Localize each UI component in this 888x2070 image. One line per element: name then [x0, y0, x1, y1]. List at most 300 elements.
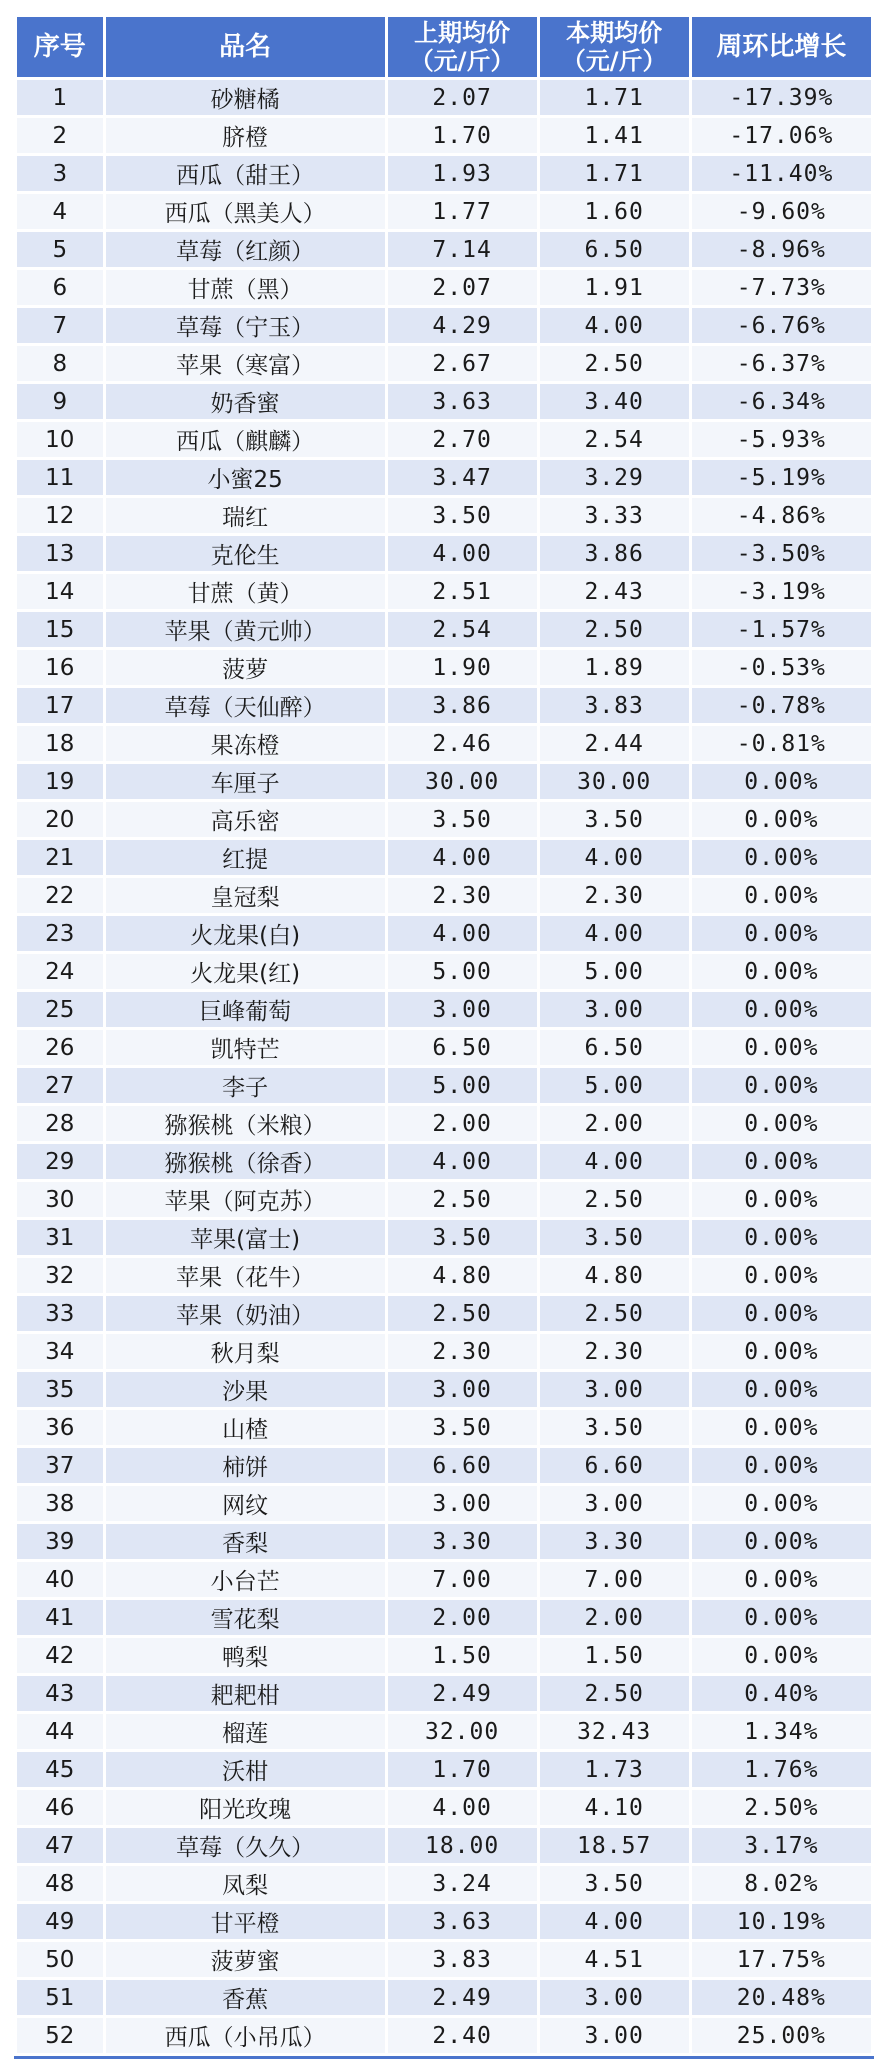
- row-index-cell: 5: [17, 232, 103, 267]
- row-name-cell: 果冻橙: [106, 726, 385, 761]
- row-prev-price-cell: 5.00: [388, 954, 537, 989]
- header-curr-price: [540, 17, 689, 77]
- row-index-cell: 26: [17, 1030, 103, 1065]
- table-row: [17, 422, 871, 457]
- row-name-cell: 秋月梨: [106, 1334, 385, 1369]
- row-change-cell: 25.00%: [692, 2018, 871, 2053]
- row-index-cell: 38: [17, 1486, 103, 1521]
- row-name-cell: 草莓（红颜）: [106, 232, 385, 267]
- row-index-cell: 2: [17, 118, 103, 153]
- row-index-cell: 29: [17, 1144, 103, 1179]
- table-row: [17, 1068, 871, 1103]
- row-prev-price-cell: 2.07: [388, 270, 537, 305]
- table-row: [17, 2018, 871, 2053]
- row-prev-price-cell: 2.30: [388, 1334, 537, 1369]
- row-change-cell: 0.00%: [692, 802, 871, 837]
- table-row: [17, 802, 871, 837]
- row-prev-price-cell: 2.40: [388, 2018, 537, 2053]
- row-index-cell: 51: [17, 1980, 103, 2015]
- row-prev-price-cell: 2.67: [388, 346, 537, 381]
- table-body: [17, 80, 871, 2053]
- row-change-cell: 2.50%: [692, 1790, 871, 1825]
- row-change-cell: -8.96%: [692, 232, 871, 267]
- row-name-cell: 阳光玫瑰: [106, 1790, 385, 1825]
- row-curr-price-cell: 4.51: [540, 1942, 689, 1977]
- row-curr-price-cell: 1.73: [540, 1752, 689, 1787]
- table-header: [17, 17, 871, 77]
- row-curr-price-cell: 4.00: [540, 308, 689, 343]
- table-row: [17, 1258, 871, 1293]
- row-change-cell: 0.00%: [692, 1562, 871, 1597]
- table-row: [17, 1220, 871, 1255]
- row-curr-price-cell: 3.00: [540, 1372, 689, 1407]
- row-curr-price-cell: 1.71: [540, 80, 689, 115]
- row-name-cell: 甘蔗（黑）: [106, 270, 385, 305]
- row-name-cell: 苹果(富士): [106, 1220, 385, 1255]
- row-index-cell: 15: [17, 612, 103, 647]
- table-row: [17, 536, 871, 571]
- row-index-cell: 25: [17, 992, 103, 1027]
- row-index-cell: 21: [17, 840, 103, 875]
- row-index-cell: 43: [17, 1676, 103, 1711]
- row-prev-price-cell: 7.00: [388, 1562, 537, 1597]
- row-change-cell: 0.00%: [692, 1524, 871, 1559]
- row-name-cell: 猕猴桃（徐香）: [106, 1144, 385, 1179]
- row-change-cell: 0.00%: [692, 1372, 871, 1407]
- row-curr-price-cell: 3.00: [540, 1980, 689, 2015]
- row-prev-price-cell: 5.00: [388, 1068, 537, 1103]
- row-name-cell: 西瓜（黑美人）: [106, 194, 385, 229]
- row-change-cell: 10.19%: [692, 1904, 871, 1939]
- row-index-cell: 17: [17, 688, 103, 723]
- table-row: [17, 612, 871, 647]
- row-curr-price-cell: 1.41: [540, 118, 689, 153]
- row-change-cell: 0.00%: [692, 1182, 871, 1217]
- row-name-cell: 沙果: [106, 1372, 385, 1407]
- row-prev-price-cell: 3.47: [388, 460, 537, 495]
- row-prev-price-cell: 3.24: [388, 1866, 537, 1901]
- row-change-cell: 8.02%: [692, 1866, 871, 1901]
- row-name-cell: 草莓（天仙醉）: [106, 688, 385, 723]
- row-prev-price-cell: 1.93: [388, 156, 537, 191]
- header-curr-price-line1: 本期均价: [566, 19, 663, 47]
- row-curr-price-cell: 4.10: [540, 1790, 689, 1825]
- table-row: [17, 726, 871, 761]
- row-prev-price-cell: 3.00: [388, 992, 537, 1027]
- row-curr-price-cell: 32.43: [540, 1714, 689, 1749]
- row-curr-price-cell: 1.50: [540, 1638, 689, 1673]
- row-prev-price-cell: 2.70: [388, 422, 537, 457]
- row-change-cell: -6.37%: [692, 346, 871, 381]
- row-name-cell: 苹果（阿克苏）: [106, 1182, 385, 1217]
- table-row: [17, 346, 871, 381]
- table-row: [17, 1638, 871, 1673]
- fruit-price-table: [14, 14, 874, 2056]
- row-curr-price-cell: 2.50: [540, 1182, 689, 1217]
- row-curr-price-cell: 3.83: [540, 688, 689, 723]
- row-change-cell: 0.00%: [692, 1296, 871, 1331]
- row-curr-price-cell: 4.80: [540, 1258, 689, 1293]
- table-row: [17, 270, 871, 305]
- price-table-container: [14, 14, 874, 2059]
- row-prev-price-cell: 30.00: [388, 764, 537, 799]
- row-curr-price-cell: 1.60: [540, 194, 689, 229]
- row-curr-price-cell: 2.00: [540, 1106, 689, 1141]
- table-row: [17, 118, 871, 153]
- table-row: [17, 1372, 871, 1407]
- row-name-cell: 苹果（花牛）: [106, 1258, 385, 1293]
- row-prev-price-cell: 3.00: [388, 1372, 537, 1407]
- row-index-cell: 12: [17, 498, 103, 533]
- row-prev-price-cell: 3.50: [388, 498, 537, 533]
- row-index-cell: 45: [17, 1752, 103, 1787]
- row-curr-price-cell: 2.43: [540, 574, 689, 609]
- row-index-cell: 4: [17, 194, 103, 229]
- row-curr-price-cell: 3.29: [540, 460, 689, 495]
- row-index-cell: 48: [17, 1866, 103, 1901]
- table-row: [17, 954, 871, 989]
- row-name-cell: 甘平橙: [106, 1904, 385, 1939]
- row-index-cell: 39: [17, 1524, 103, 1559]
- row-index-cell: 24: [17, 954, 103, 989]
- row-name-cell: 小台芒: [106, 1562, 385, 1597]
- header-change: 周环比增长: [692, 17, 871, 77]
- row-curr-price-cell: 3.50: [540, 1410, 689, 1445]
- row-prev-price-cell: 2.07: [388, 80, 537, 115]
- row-prev-price-cell: 2.49: [388, 1980, 537, 2015]
- table-row: [17, 650, 871, 685]
- table-row: [17, 1866, 871, 1901]
- row-index-cell: 50: [17, 1942, 103, 1977]
- row-index-cell: 47: [17, 1828, 103, 1863]
- row-index-cell: 23: [17, 916, 103, 951]
- row-name-cell: 高乐密: [106, 802, 385, 837]
- row-index-cell: 7: [17, 308, 103, 343]
- row-change-cell: -11.40%: [692, 156, 871, 191]
- row-index-cell: 40: [17, 1562, 103, 1597]
- row-name-cell: 草莓（宁玉）: [106, 308, 385, 343]
- row-curr-price-cell: 4.00: [540, 1904, 689, 1939]
- row-prev-price-cell: 3.00: [388, 1486, 537, 1521]
- row-index-cell: 42: [17, 1638, 103, 1673]
- table-row: [17, 840, 871, 875]
- table-row: [17, 1904, 871, 1939]
- row-name-cell: 菠萝蜜: [106, 1942, 385, 1977]
- row-prev-price-cell: 2.54: [388, 612, 537, 647]
- row-prev-price-cell: 3.63: [388, 384, 537, 419]
- row-index-cell: 11: [17, 460, 103, 495]
- row-curr-price-cell: 2.50: [540, 346, 689, 381]
- row-change-cell: -17.39%: [692, 80, 871, 115]
- table-row: [17, 1714, 871, 1749]
- row-prev-price-cell: 4.00: [388, 536, 537, 571]
- row-change-cell: 0.00%: [692, 1068, 871, 1103]
- row-name-cell: 脐橙: [106, 118, 385, 153]
- header-curr-price-line2: （元/斤）: [561, 47, 667, 75]
- row-curr-price-cell: 3.30: [540, 1524, 689, 1559]
- row-curr-price-cell: 2.50: [540, 612, 689, 647]
- row-change-cell: -5.19%: [692, 460, 871, 495]
- row-index-cell: 33: [17, 1296, 103, 1331]
- row-name-cell: 草莓（久久）: [106, 1828, 385, 1863]
- table-row: [17, 764, 871, 799]
- row-name-cell: 山楂: [106, 1410, 385, 1445]
- row-name-cell: 克伦生: [106, 536, 385, 571]
- row-prev-price-cell: 3.30: [388, 1524, 537, 1559]
- row-index-cell: 18: [17, 726, 103, 761]
- table-row: [17, 232, 871, 267]
- row-curr-price-cell: 3.86: [540, 536, 689, 571]
- row-index-cell: 14: [17, 574, 103, 609]
- row-change-cell: -4.86%: [692, 498, 871, 533]
- row-curr-price-cell: 1.71: [540, 156, 689, 191]
- row-change-cell: -7.73%: [692, 270, 871, 305]
- row-prev-price-cell: 6.50: [388, 1030, 537, 1065]
- row-name-cell: 凯特芒: [106, 1030, 385, 1065]
- row-change-cell: -0.78%: [692, 688, 871, 723]
- table-row: [17, 1752, 871, 1787]
- row-prev-price-cell: 18.00: [388, 1828, 537, 1863]
- row-prev-price-cell: 1.50: [388, 1638, 537, 1673]
- row-change-cell: -6.34%: [692, 384, 871, 419]
- row-change-cell: 20.48%: [692, 1980, 871, 2015]
- row-index-cell: 16: [17, 650, 103, 685]
- row-prev-price-cell: 2.30: [388, 878, 537, 913]
- row-change-cell: -17.06%: [692, 118, 871, 153]
- row-index-cell: 44: [17, 1714, 103, 1749]
- row-index-cell: 20: [17, 802, 103, 837]
- header-name: 品名: [106, 17, 385, 77]
- row-prev-price-cell: 3.50: [388, 802, 537, 837]
- row-change-cell: 0.00%: [692, 1030, 871, 1065]
- row-change-cell: -3.50%: [692, 536, 871, 571]
- row-curr-price-cell: 2.00: [540, 1600, 689, 1635]
- row-curr-price-cell: 4.00: [540, 916, 689, 951]
- row-change-cell: 0.00%: [692, 1106, 871, 1141]
- row-curr-price-cell: 2.54: [540, 422, 689, 457]
- row-change-cell: 0.00%: [692, 764, 871, 799]
- table-row: [17, 80, 871, 115]
- row-index-cell: 19: [17, 764, 103, 799]
- row-prev-price-cell: 4.00: [388, 916, 537, 951]
- header-index: 序号: [17, 17, 103, 77]
- row-name-cell: 网纹: [106, 1486, 385, 1521]
- row-curr-price-cell: 3.50: [540, 802, 689, 837]
- table-row: [17, 1410, 871, 1445]
- row-name-cell: 红提: [106, 840, 385, 875]
- row-change-cell: 1.34%: [692, 1714, 871, 1749]
- row-name-cell: 小蜜25: [106, 460, 385, 495]
- row-change-cell: -9.60%: [692, 194, 871, 229]
- row-change-cell: 0.00%: [692, 1258, 871, 1293]
- table-row: [17, 1600, 871, 1635]
- row-prev-price-cell: 3.63: [388, 1904, 537, 1939]
- table-row: [17, 308, 871, 343]
- table-row: [17, 878, 871, 913]
- row-curr-price-cell: 30.00: [540, 764, 689, 799]
- row-curr-price-cell: 2.44: [540, 726, 689, 761]
- row-change-cell: 0.00%: [692, 1486, 871, 1521]
- header-prev-price-line1: 上期均价: [414, 19, 511, 47]
- table-row: [17, 1486, 871, 1521]
- row-curr-price-cell: 1.89: [540, 650, 689, 685]
- row-name-cell: 鸭梨: [106, 1638, 385, 1673]
- row-change-cell: 0.00%: [692, 1638, 871, 1673]
- row-change-cell: -0.53%: [692, 650, 871, 685]
- row-name-cell: 巨峰葡萄: [106, 992, 385, 1027]
- row-index-cell: 8: [17, 346, 103, 381]
- row-curr-price-cell: 4.00: [540, 1144, 689, 1179]
- row-index-cell: 22: [17, 878, 103, 913]
- row-prev-price-cell: 1.90: [388, 650, 537, 685]
- row-name-cell: 沃柑: [106, 1752, 385, 1787]
- row-name-cell: 耙耙柑: [106, 1676, 385, 1711]
- row-name-cell: 菠萝: [106, 650, 385, 685]
- row-prev-price-cell: 3.86: [388, 688, 537, 723]
- row-name-cell: 柿饼: [106, 1448, 385, 1483]
- row-prev-price-cell: 4.00: [388, 1790, 537, 1825]
- row-change-cell: 3.17%: [692, 1828, 871, 1863]
- row-name-cell: 苹果（奶油）: [106, 1296, 385, 1331]
- table-row: [17, 1562, 871, 1597]
- row-index-cell: 37: [17, 1448, 103, 1483]
- row-name-cell: 火龙果(红): [106, 954, 385, 989]
- row-index-cell: 3: [17, 156, 103, 191]
- row-prev-price-cell: 4.00: [388, 1144, 537, 1179]
- row-change-cell: -3.19%: [692, 574, 871, 609]
- row-index-cell: 46: [17, 1790, 103, 1825]
- row-name-cell: 奶香蜜: [106, 384, 385, 419]
- row-name-cell: 猕猴桃（米粮）: [106, 1106, 385, 1141]
- row-name-cell: 李子: [106, 1068, 385, 1103]
- row-curr-price-cell: 7.00: [540, 1562, 689, 1597]
- row-prev-price-cell: 2.50: [388, 1182, 537, 1217]
- row-prev-price-cell: 1.70: [388, 1752, 537, 1787]
- row-name-cell: 凤梨: [106, 1866, 385, 1901]
- row-curr-price-cell: 2.30: [540, 1334, 689, 1369]
- row-change-cell: 0.00%: [692, 1334, 871, 1369]
- row-prev-price-cell: 1.70: [388, 118, 537, 153]
- row-index-cell: 13: [17, 536, 103, 571]
- row-curr-price-cell: 3.40: [540, 384, 689, 419]
- table-row: [17, 1676, 871, 1711]
- row-prev-price-cell: 4.00: [388, 840, 537, 875]
- row-index-cell: 36: [17, 1410, 103, 1445]
- row-curr-price-cell: 5.00: [540, 954, 689, 989]
- row-index-cell: 52: [17, 2018, 103, 2053]
- row-index-cell: 30: [17, 1182, 103, 1217]
- row-curr-price-cell: 6.50: [540, 1030, 689, 1065]
- row-name-cell: 砂糖橘: [106, 80, 385, 115]
- row-index-cell: 9: [17, 384, 103, 419]
- row-change-cell: -1.57%: [692, 612, 871, 647]
- row-prev-price-cell: 4.80: [388, 1258, 537, 1293]
- row-change-cell: -0.81%: [692, 726, 871, 761]
- row-index-cell: 6: [17, 270, 103, 305]
- row-index-cell: 31: [17, 1220, 103, 1255]
- table-row: [17, 1790, 871, 1825]
- row-index-cell: 35: [17, 1372, 103, 1407]
- table-row: [17, 992, 871, 1027]
- row-index-cell: 28: [17, 1106, 103, 1141]
- row-name-cell: 西瓜（麒麟）: [106, 422, 385, 457]
- row-name-cell: 皇冠梨: [106, 878, 385, 913]
- row-prev-price-cell: 2.00: [388, 1600, 537, 1635]
- row-curr-price-cell: 4.00: [540, 840, 689, 875]
- row-curr-price-cell: 3.50: [540, 1866, 689, 1901]
- row-curr-price-cell: 2.50: [540, 1296, 689, 1331]
- row-curr-price-cell: 18.57: [540, 1828, 689, 1863]
- row-change-cell: 0.40%: [692, 1676, 871, 1711]
- row-index-cell: 10: [17, 422, 103, 457]
- table-row: [17, 1144, 871, 1179]
- row-curr-price-cell: 6.50: [540, 232, 689, 267]
- row-change-cell: 0.00%: [692, 954, 871, 989]
- row-index-cell: 27: [17, 1068, 103, 1103]
- table-row: [17, 1828, 871, 1863]
- row-prev-price-cell: 1.77: [388, 194, 537, 229]
- row-change-cell: 1.76%: [692, 1752, 871, 1787]
- row-index-cell: 34: [17, 1334, 103, 1369]
- row-index-cell: 41: [17, 1600, 103, 1635]
- row-name-cell: 苹果（寒富）: [106, 346, 385, 381]
- table-row: [17, 384, 871, 419]
- row-prev-price-cell: 2.46: [388, 726, 537, 761]
- row-change-cell: -5.93%: [692, 422, 871, 457]
- row-curr-price-cell: 3.00: [540, 2018, 689, 2053]
- row-prev-price-cell: 2.50: [388, 1296, 537, 1331]
- row-prev-price-cell: 3.50: [388, 1410, 537, 1445]
- row-prev-price-cell: 4.29: [388, 308, 537, 343]
- row-curr-price-cell: 3.33: [540, 498, 689, 533]
- row-curr-price-cell: 5.00: [540, 1068, 689, 1103]
- table-row: [17, 1334, 871, 1369]
- row-curr-price-cell: 1.91: [540, 270, 689, 305]
- table-row: [17, 1182, 871, 1217]
- table-row: [17, 574, 871, 609]
- row-curr-price-cell: 3.00: [540, 1486, 689, 1521]
- row-name-cell: 西瓜（甜王）: [106, 156, 385, 191]
- table-row: [17, 194, 871, 229]
- row-name-cell: 西瓜（小吊瓜）: [106, 2018, 385, 2053]
- row-name-cell: 香蕉: [106, 1980, 385, 2015]
- row-change-cell: 0.00%: [692, 1410, 871, 1445]
- row-name-cell: 苹果（黄元帅）: [106, 612, 385, 647]
- header-row: [17, 17, 871, 77]
- row-prev-price-cell: 2.51: [388, 574, 537, 609]
- table-row: [17, 498, 871, 533]
- row-name-cell: 香梨: [106, 1524, 385, 1559]
- header-prev-price-line2: （元/斤）: [409, 47, 515, 75]
- row-prev-price-cell: 2.00: [388, 1106, 537, 1141]
- table-row: [17, 156, 871, 191]
- row-prev-price-cell: 3.50: [388, 1220, 537, 1255]
- table-row: [17, 1106, 871, 1141]
- row-name-cell: 车厘子: [106, 764, 385, 799]
- table-row: [17, 1942, 871, 1977]
- table-row: [17, 1448, 871, 1483]
- row-name-cell: 火龙果(白): [106, 916, 385, 951]
- row-name-cell: 雪花梨: [106, 1600, 385, 1635]
- row-change-cell: 0.00%: [692, 1600, 871, 1635]
- table-row: [17, 1030, 871, 1065]
- row-change-cell: 0.00%: [692, 1448, 871, 1483]
- row-prev-price-cell: 2.49: [388, 1676, 537, 1711]
- table-row: [17, 460, 871, 495]
- row-curr-price-cell: 2.50: [540, 1676, 689, 1711]
- table-row: [17, 688, 871, 723]
- row-change-cell: 0.00%: [692, 1144, 871, 1179]
